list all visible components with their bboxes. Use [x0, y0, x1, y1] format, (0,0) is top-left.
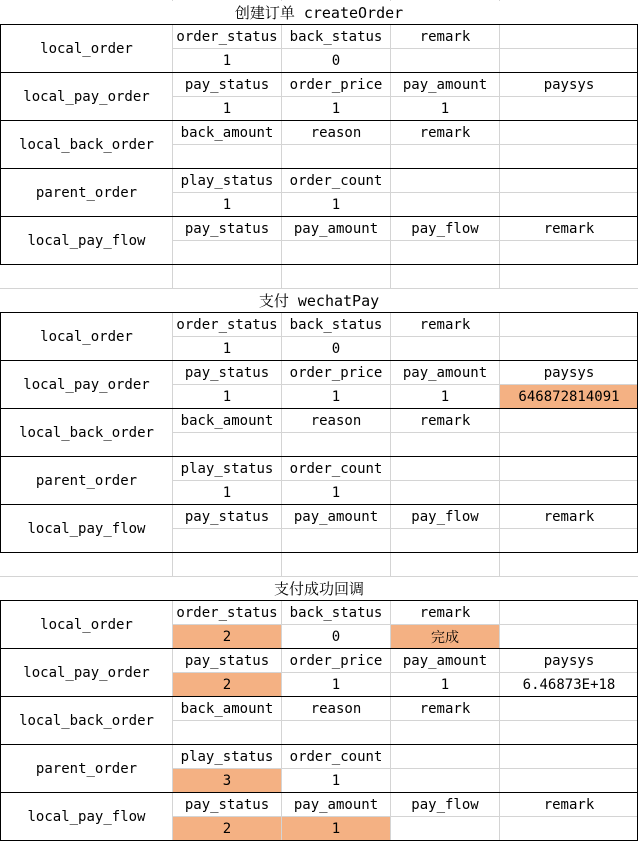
section-title: 支付成功回调	[0, 577, 638, 600]
value-cell[interactable]	[500, 721, 638, 744]
value-cell[interactable]	[391, 241, 499, 264]
value-cell[interactable]	[500, 433, 638, 456]
value-cell[interactable]	[391, 721, 499, 744]
table-name: local_back_order	[1, 409, 172, 456]
column-header-cell: pay_amount	[402, 76, 488, 93]
column-header-cell: paysys	[543, 364, 595, 381]
table-separator	[0, 456, 638, 457]
value-cell[interactable]: 1	[222, 100, 232, 117]
value-cell[interactable]: 1	[222, 484, 232, 501]
value-cell[interactable]	[391, 433, 499, 456]
table-name: local_back_order	[1, 121, 172, 168]
value-cell[interactable]	[500, 193, 638, 216]
value-cell[interactable]: 1	[222, 196, 232, 213]
value-cell[interactable]: 1	[331, 484, 341, 501]
value-cell[interactable]	[391, 769, 499, 792]
column-header-cell: pay_flow	[411, 220, 479, 237]
value-cell[interactable]	[500, 481, 638, 504]
value-cell[interactable]: 6.46873E+18	[522, 676, 616, 693]
column-header-cell	[500, 169, 638, 192]
column-header-cell: remark	[419, 316, 471, 333]
column-header-cell: play_status	[180, 460, 274, 477]
column-header-cell: reason	[310, 124, 362, 141]
column-header-cell: pay_status	[184, 652, 270, 669]
table-name: local_pay_order	[1, 73, 172, 120]
column-header-cell	[391, 745, 499, 768]
column-header-cell	[500, 121, 638, 144]
table-name: local_pay_order	[1, 649, 172, 696]
table-name: local_order	[1, 25, 172, 72]
column-header-cell: order_count	[289, 460, 383, 477]
column-header-cell: order_status	[176, 316, 278, 333]
column-header-cell	[500, 313, 638, 336]
column-header-cell: reason	[310, 412, 362, 429]
value-cell[interactable]	[173, 529, 281, 552]
column-header-cell	[500, 457, 638, 480]
table-name: local_order	[1, 313, 172, 360]
column-header-cell: pay_flow	[411, 508, 479, 525]
column-header-cell: play_status	[180, 172, 274, 189]
table-separator	[0, 360, 638, 361]
column-header-cell: back_amount	[180, 700, 274, 717]
column-header-cell: remark	[419, 124, 471, 141]
column-header-cell: remark	[543, 220, 595, 237]
table-separator	[0, 216, 638, 217]
column-header-cell	[500, 25, 638, 48]
column-header-cell: pay_status	[184, 76, 270, 93]
table-separator	[0, 504, 638, 505]
column-header-cell	[500, 697, 638, 720]
column-header-cell	[391, 457, 499, 480]
value-cell[interactable]: 646872814091	[500, 385, 638, 408]
value-cell[interactable]	[173, 721, 281, 744]
column-header-cell: reason	[310, 700, 362, 717]
value-cell[interactable]	[282, 145, 390, 168]
table-name: local_pay_flow	[1, 217, 172, 264]
value-cell[interactable]	[173, 145, 281, 168]
value-cell[interactable]: 0	[331, 52, 341, 69]
column-header-cell: pay_amount	[402, 364, 488, 381]
column-header-cell: remark	[419, 604, 471, 621]
value-cell[interactable]: 1	[222, 388, 232, 405]
value-cell[interactable]: 1	[331, 196, 341, 213]
table-name: local_pay_order	[1, 361, 172, 408]
column-header-cell	[391, 169, 499, 192]
column-header-cell: order_count	[289, 172, 383, 189]
column-header-cell: remark	[543, 796, 595, 813]
column-header-cell: order_count	[289, 748, 383, 765]
value-cell[interactable]	[500, 529, 638, 552]
table-name: parent_order	[1, 457, 172, 504]
value-cell[interactable]	[500, 241, 638, 264]
value-cell[interactable]: 1	[440, 388, 450, 405]
value-cell[interactable]: 0	[331, 340, 341, 357]
column-header-cell: remark	[419, 700, 471, 717]
column-header-cell: pay_status	[184, 796, 270, 813]
table-separator	[0, 72, 638, 73]
column-header-cell: pay_amount	[293, 220, 379, 237]
column-header-cell: order_price	[289, 364, 383, 381]
value-cell[interactable]: 1	[440, 100, 450, 117]
value-cell[interactable]: 2	[173, 625, 281, 648]
value-cell[interactable]: 0	[331, 628, 341, 645]
column-header-cell: pay_status	[184, 220, 270, 237]
value-cell[interactable]	[500, 97, 638, 120]
value-cell[interactable]	[500, 769, 638, 792]
column-header-cell: order_status	[176, 28, 278, 45]
value-cell[interactable]	[391, 145, 499, 168]
value-cell[interactable]	[500, 49, 638, 72]
table-name: local_order	[1, 601, 172, 648]
value-cell[interactable]	[500, 817, 638, 840]
column-header-cell: pay_flow	[411, 796, 479, 813]
column-header-cell: back_status	[289, 316, 383, 333]
row-gridline	[0, 264, 638, 265]
value-cell[interactable]: 1	[222, 52, 232, 69]
column-header-cell: play_status	[180, 748, 274, 765]
value-cell[interactable]: 1	[331, 676, 341, 693]
column-header-cell: remark	[419, 28, 471, 45]
value-cell[interactable]: 1	[282, 817, 390, 840]
column-header-cell: paysys	[543, 652, 595, 669]
value-cell[interactable]	[500, 145, 638, 168]
column-header-cell: pay_amount	[293, 508, 379, 525]
value-cell[interactable]	[391, 817, 499, 840]
table-name: local_pay_flow	[1, 505, 172, 552]
column-header-cell	[500, 409, 638, 432]
column-header-cell	[500, 601, 638, 624]
column-header-cell: order_price	[289, 76, 383, 93]
value-cell[interactable]	[282, 529, 390, 552]
value-cell[interactable]: 1	[331, 388, 341, 405]
column-header-cell: pay_amount	[402, 652, 488, 669]
value-cell[interactable]	[173, 433, 281, 456]
column-header-cell: pay_amount	[293, 796, 379, 813]
value-cell[interactable]	[500, 625, 638, 648]
value-cell[interactable]	[282, 241, 390, 264]
value-cell[interactable]	[391, 193, 499, 216]
column-header-cell: paysys	[543, 76, 595, 93]
value-cell[interactable]	[391, 529, 499, 552]
value-cell[interactable]	[391, 481, 499, 504]
section-title: 创建订单 createOrder	[0, 1, 638, 24]
table-name: local_pay_flow	[1, 793, 172, 840]
table-separator	[0, 792, 638, 793]
table-name: parent_order	[1, 169, 172, 216]
value-cell[interactable]	[282, 721, 390, 744]
value-cell[interactable]	[391, 49, 499, 72]
table-separator	[0, 696, 638, 697]
value-cell[interactable]: 1	[331, 772, 341, 789]
table-name: local_back_order	[1, 697, 172, 744]
table-separator	[0, 168, 638, 169]
table-separator	[0, 648, 638, 649]
value-cell[interactable]	[173, 241, 281, 264]
value-cell[interactable]: 2	[173, 673, 281, 696]
column-header-cell: back_amount	[180, 124, 274, 141]
column-header-cell: back_amount	[180, 412, 274, 429]
column-header-cell: remark	[543, 508, 595, 525]
value-cell[interactable]	[500, 337, 638, 360]
table-separator	[0, 744, 638, 745]
column-header-cell: pay_status	[184, 508, 270, 525]
table-separator	[0, 120, 638, 121]
table-separator	[0, 408, 638, 409]
table-name: parent_order	[1, 745, 172, 792]
value-cell[interactable]: 1	[440, 676, 450, 693]
value-cell[interactable]	[282, 433, 390, 456]
column-header-cell: order_status	[176, 604, 278, 621]
column-header-cell: remark	[419, 412, 471, 429]
column-header-cell	[500, 745, 638, 768]
section-title: 支付 wechatPay	[0, 289, 638, 312]
value-cell[interactable]: 1	[222, 340, 232, 357]
value-cell[interactable]: 3	[173, 769, 281, 792]
row-gridline	[0, 552, 638, 553]
value-cell[interactable]: 1	[331, 100, 341, 117]
value-cell[interactable]	[391, 337, 499, 360]
column-header-cell: order_price	[289, 652, 383, 669]
value-cell[interactable]: 2	[173, 817, 281, 840]
value-cell[interactable]: 完成	[391, 625, 499, 648]
column-header-cell: back_status	[289, 604, 383, 621]
column-header-cell: pay_status	[184, 364, 270, 381]
column-header-cell: back_status	[289, 28, 383, 45]
